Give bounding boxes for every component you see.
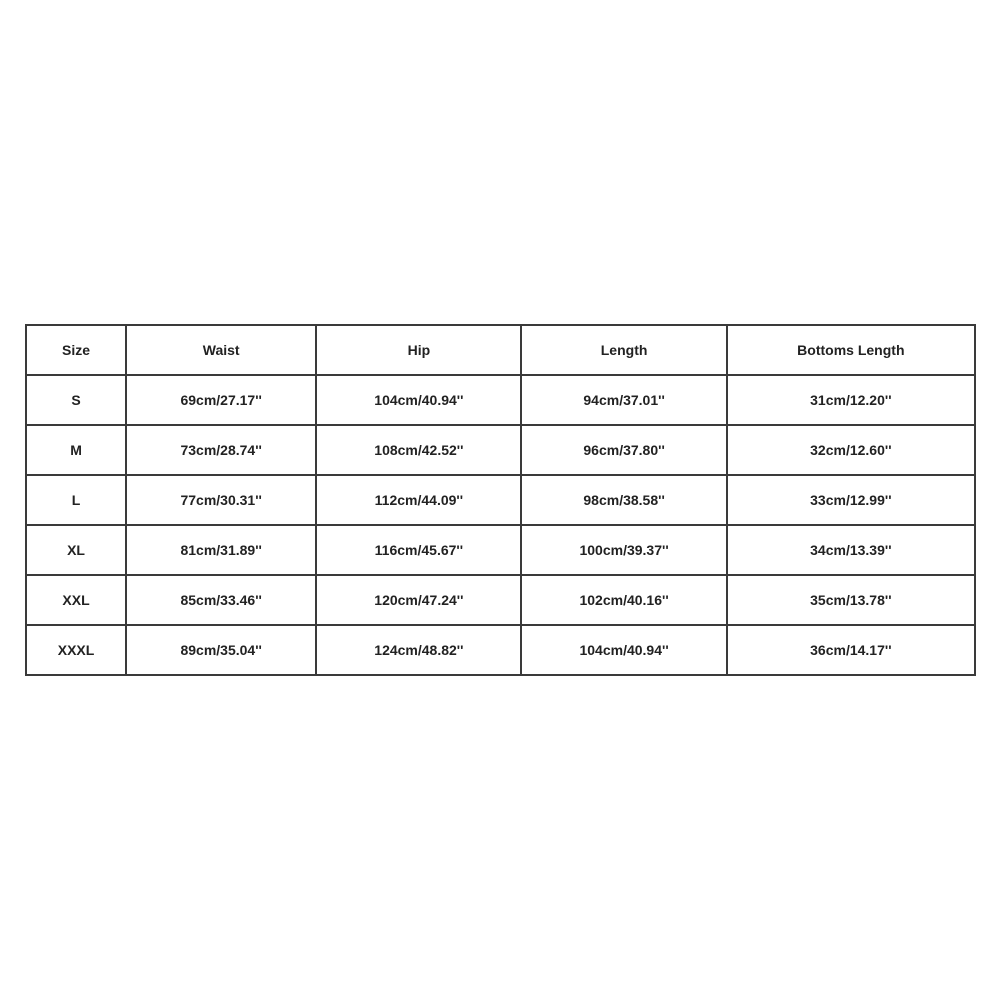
cell-hip: 124cm/48.82'' xyxy=(316,625,521,675)
cell-bottoms-length: 31cm/12.20'' xyxy=(727,375,975,425)
cell-bottoms-length: 35cm/13.78'' xyxy=(727,575,975,625)
cell-waist: 81cm/31.89'' xyxy=(126,525,316,575)
table-row xyxy=(26,525,975,575)
cell-waist: 77cm/30.31'' xyxy=(126,475,316,525)
header-hip: Hip xyxy=(316,325,521,375)
cell-hip: 108cm/42.52'' xyxy=(316,425,521,475)
cell-waist: 89cm/35.04'' xyxy=(126,625,316,675)
header-size: Size xyxy=(26,325,126,375)
header-row xyxy=(26,325,975,375)
cell-length: 96cm/37.80'' xyxy=(521,425,726,475)
cell-size: M xyxy=(26,425,126,475)
cell-waist: 73cm/28.74'' xyxy=(126,425,316,475)
cell-hip: 112cm/44.09'' xyxy=(316,475,521,525)
cell-length: 98cm/38.58'' xyxy=(521,475,726,525)
cell-size: L xyxy=(26,475,126,525)
cell-bottoms-length: 32cm/12.60'' xyxy=(727,425,975,475)
header-bottoms-length: Bottoms Length xyxy=(727,325,975,375)
table-row xyxy=(26,575,975,625)
cell-length: 100cm/39.37'' xyxy=(521,525,726,575)
cell-bottoms-length: 36cm/14.17'' xyxy=(727,625,975,675)
cell-waist: 69cm/27.17'' xyxy=(126,375,316,425)
cell-bottoms-length: 34cm/13.39'' xyxy=(727,525,975,575)
cell-waist: 85cm/33.46'' xyxy=(126,575,316,625)
cell-bottoms-length: 33cm/12.99'' xyxy=(727,475,975,525)
cell-hip: 104cm/40.94'' xyxy=(316,375,521,425)
cell-length: 104cm/40.94'' xyxy=(521,625,726,675)
cell-hip: 116cm/45.67'' xyxy=(316,525,521,575)
cell-length: 102cm/40.16'' xyxy=(521,575,726,625)
table-row xyxy=(26,625,975,675)
header-length: Length xyxy=(521,325,726,375)
cell-size: S xyxy=(26,375,126,425)
table-row xyxy=(26,475,975,525)
size-chart-table xyxy=(25,324,976,676)
table-row xyxy=(26,375,975,425)
table-row xyxy=(26,425,975,475)
cell-length: 94cm/37.01'' xyxy=(521,375,726,425)
cell-size: XL xyxy=(26,525,126,575)
cell-hip: 120cm/47.24'' xyxy=(316,575,521,625)
header-waist: Waist xyxy=(126,325,316,375)
cell-size: XXXL xyxy=(26,625,126,675)
cell-size: XXL xyxy=(26,575,126,625)
